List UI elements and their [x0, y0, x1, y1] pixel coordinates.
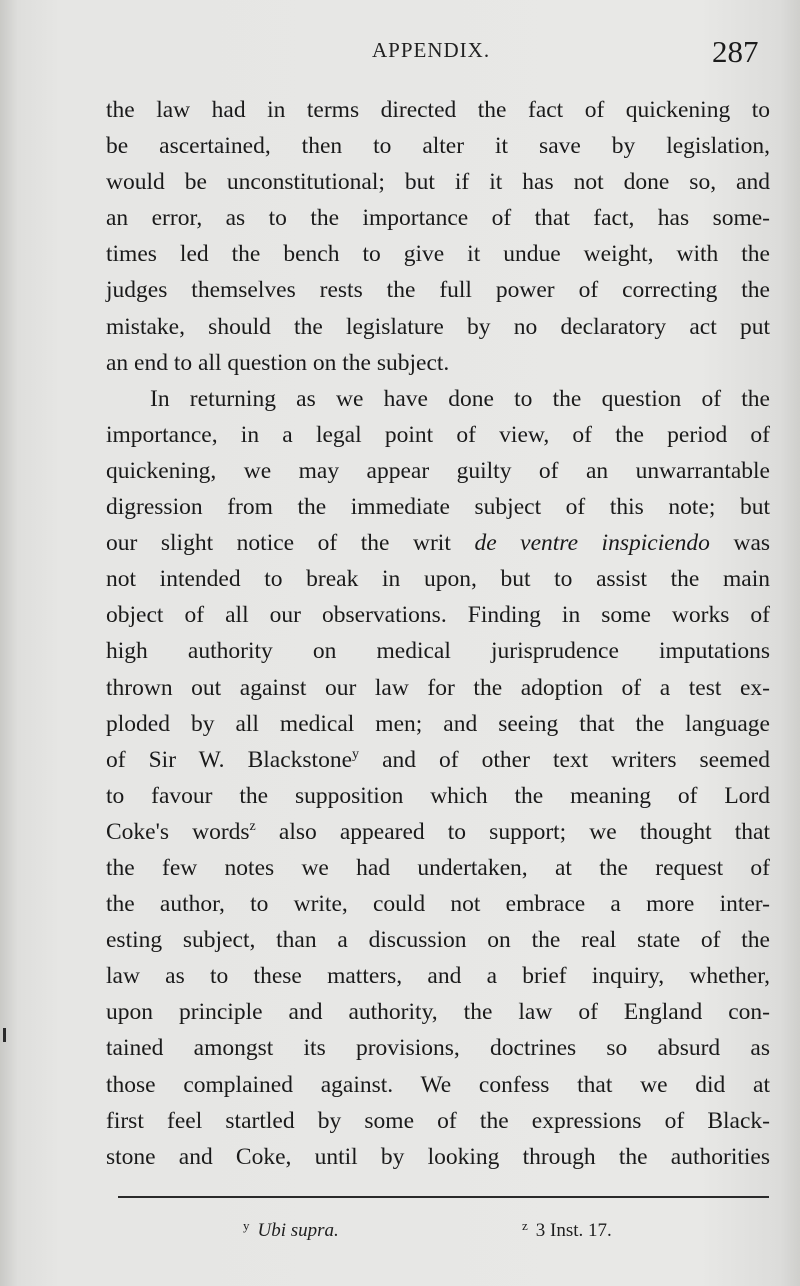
text-line: those complained against. We confess that we did at [106, 1071, 770, 1098]
footnote-text-z: 3 Inst. 17. [535, 1220, 612, 1241]
footnote-ref-y: y [352, 746, 360, 762]
text-line: judges themselves rests the full power of correcting the [106, 277, 770, 304]
text-line: high authority on medical jurisprudence imputations [106, 638, 770, 665]
footnotes [0, 1218, 800, 1248]
text-line: the few notes we had undertaken, at the request of [106, 854, 770, 881]
text-line [106, 742, 770, 778]
text-line: not intended to break in upon, but to assist the main [106, 566, 770, 593]
text-line: digression from the immediate subject of this note; but [106, 494, 770, 521]
footnote-ref-z: z [249, 818, 256, 834]
text-line: would be unconstitutional; but if it has not done so, and [106, 169, 770, 196]
text-segment: Coke's words [106, 818, 250, 845]
text-segment: was [733, 530, 771, 557]
text-line: the author, to write, could not embrace a more inter- [106, 891, 770, 918]
text-line: be ascertained, then to alter it save by legislation, [106, 133, 770, 160]
text-line [106, 814, 770, 850]
text-line [106, 525, 770, 561]
footnote-y [243, 1218, 339, 1242]
footnote-z [522, 1218, 612, 1242]
footnote-text-y: Ubi supra. [257, 1220, 339, 1241]
text-line: the law had in terms directed the fact of quickening to [106, 97, 770, 123]
text-line: esting subject, than a discussion on the real state of the [106, 927, 770, 954]
text-segment: our slight notice of the writ [106, 530, 451, 557]
text-line: law as to these matters, and a brief inquiry, whether, [106, 963, 770, 990]
footnote-mark-z: z [522, 1218, 528, 1233]
text-line: stone and Coke, until by looking through the authorities [106, 1143, 770, 1170]
text-line: thrown out against our law for the adoption of a test ex- [106, 674, 770, 701]
text-segment: of Sir W. Blackstone [106, 746, 353, 773]
running-head [0, 34, 800, 74]
italic-phrase: de ventre inspiciendo [474, 530, 710, 557]
margin-mark [3, 1028, 6, 1042]
text-line: an end to all question on the subject. [106, 349, 450, 376]
body-text [106, 92, 770, 1175]
footnote-mark-y: y [243, 1218, 250, 1233]
running-title: APPENDIX. [372, 38, 491, 62]
text-line: object of all our observations. Finding in some works of [106, 602, 770, 629]
page-number: 287 [712, 34, 759, 69]
text-line: ploded by all medical men; and seeing that the language [106, 710, 770, 737]
text-line: tained amongst its provisions, doctrines so absurd as [106, 1035, 770, 1062]
text-line: mistake, should the legislature by no declaratory act put [106, 313, 770, 340]
text-line: In returning as we have done to the question of the [150, 385, 770, 412]
text-segment: and of other text writers seemed [382, 746, 770, 773]
text-line: quickening, we may appear guilty of an unwarrantable [106, 457, 770, 484]
text-line: times led the bench to give it undue weight, with the [106, 241, 770, 268]
text-line: to favour the supposition which the meaning of Lord [106, 782, 770, 809]
text-segment: also appeared to support; we thought that [278, 818, 770, 845]
footnote-divider [118, 1196, 769, 1198]
text-line: upon principle and authority, the law of England con- [106, 999, 770, 1026]
text-line: importance, in a legal point of view, of the period of [106, 421, 770, 448]
text-line: first feel startled by some of the expressions of Black- [106, 1107, 770, 1134]
text-line: an error, as to the importance of that fact, has some- [106, 205, 770, 232]
